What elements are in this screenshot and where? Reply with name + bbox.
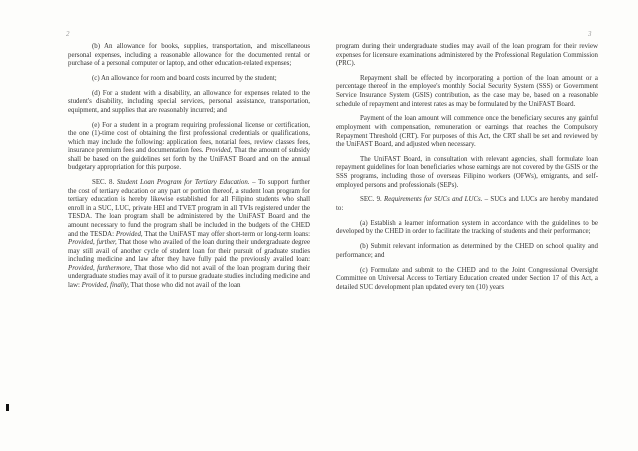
text: That the UniFAST may offer short-term or long-term loans: [142,230,310,238]
section-label: SEC. 8. [92,179,115,187]
paragraph-books-allowance: (b) An allowance for books, supplies, transportation, and miscellaneous personal expenses, including a reasonable allowance for the documented rental or purchase of a personal computer or laptop, and other education-related expenses; [68,43,310,68]
section-title: Student Loan Program for Tertiary Education. [116,179,250,187]
scan-artifact [6,404,9,411]
section-8 [68,179,310,290]
paragraph-professional-license [68,122,310,173]
paragraph-disability: (d) For a student with a disability, an allowance for expenses related to the student's disability, including special services, personal assistance, transportation, equipment, and supplies that are reasonably incurred; and [68,89,310,114]
paragraph-learner-info: (a) Establish a learner information system in accordance with the guidelines to be developed by the CHED in order to facilitate the tracking of students and their performance; [336,219,598,236]
section-label: SEC. 9. [360,196,382,204]
text: That those who availed of the loan during their undergraduate degree may still avail of another cycle of student loan for their pursuit of graduate studies including medicine and law after they have fully paid the previously availed loan: [68,239,311,264]
right-column [336,43,598,292]
section-title: Requirements for SUCs and LUCs. [384,196,483,204]
proviso: Provided, [205,147,233,155]
proviso: Provided, finally, [81,281,130,289]
text: That the amount of subsidy shall be based on the guidelines set forth by the UniFAST Board and on the annual budgetary appropriation for this purpose. [68,147,310,172]
paragraph-payment-commence: Payment of the loan amount will commence once the beneficiary secures any gainful employment with compensation, remuneration or earnings that reaches the Compulsory Repayment Threshold (CRT). For purposes of this Act, the CRT shall be set and reviewed by the UniFAST Board, and adjusted when necessary. [336,115,598,149]
text: – SUCs and LUCs are hereby mandated to: [336,196,598,212]
paragraph-room-board: (c) An allowance for room and board costs incurred by the student; [92,74,277,82]
text: That those who did not avail of the loan [129,281,241,289]
paragraph-repayment: Repayment shall be effected by incorporating a portion of the loan amount or a percentage thereof in the employee's monthly Social Security System (SSS) or Government Service Insurance System (GSIS) contribution, as the case may be, based on a reasonable schedule of repayment and interest rates as may be formulated by the UniFAST Board. [336,74,598,108]
paragraph-repayment-guidelines: The UniFAST Board, in consultation with relevant agencies, shall formulate loan repayment guidelines for loan beneficiaries whose earnings are not covered by the GSIS or the SSS programs, including those of overseas Filipino workers (OFWs), emigrants, and self-employed persons and professionals (SEPs). [336,155,598,189]
left-column [68,43,310,290]
proviso: Provided, furthermore, [68,264,132,272]
right-page-number: 3 [588,30,592,38]
text: – To support further the cost of tertiary education or any part or portion thereof, a student loan program for tertiary education is hereby likewise established for all Filipino students who shall enroll in a SUC, LUC, private HEI and TVET program in all TVIs registered under the TESDA. The loan program shall be administered by the UniFAST Board and the amount necessary to fund the program shall be included in the budgets of the CHED and the TESDA: [68,179,310,238]
text: (e) For a student in a program requiring professional license or certification, the one (1)-time cost of obtaining the first professional credentials or qualifications, which may include the following: application fees, notarial fees, review classes fees, insurance premium fees and documentation fees. [68,121,310,155]
paragraph-school-quality: (b) Submit relevant information as determined by the CHED on school quality and performance; and [336,243,598,259]
left-page-number: 2 [66,30,70,38]
text: That those who did not avail of the loan program during their undergraduate studies may avail of it to pursue graduate studies including medicine and law: [68,264,311,289]
proviso: Provided, further, [68,239,117,247]
paragraph-loan-review: program during their undergraduate studies may avail of the loan program for their review expenses for licensure examinations administered by the Professional Regulation Commission (PRC). [336,43,598,68]
proviso: Provided, [115,230,143,238]
paragraph-development-plan: (c) Formulate and submit to the CHED and to the Joint Congressional Oversight Committee on Universal Access to Tertiary Education created under Section 17 of this Act, a detailed SUC development plan updated every ten (10) years [336,266,598,291]
section-9 [336,196,598,213]
